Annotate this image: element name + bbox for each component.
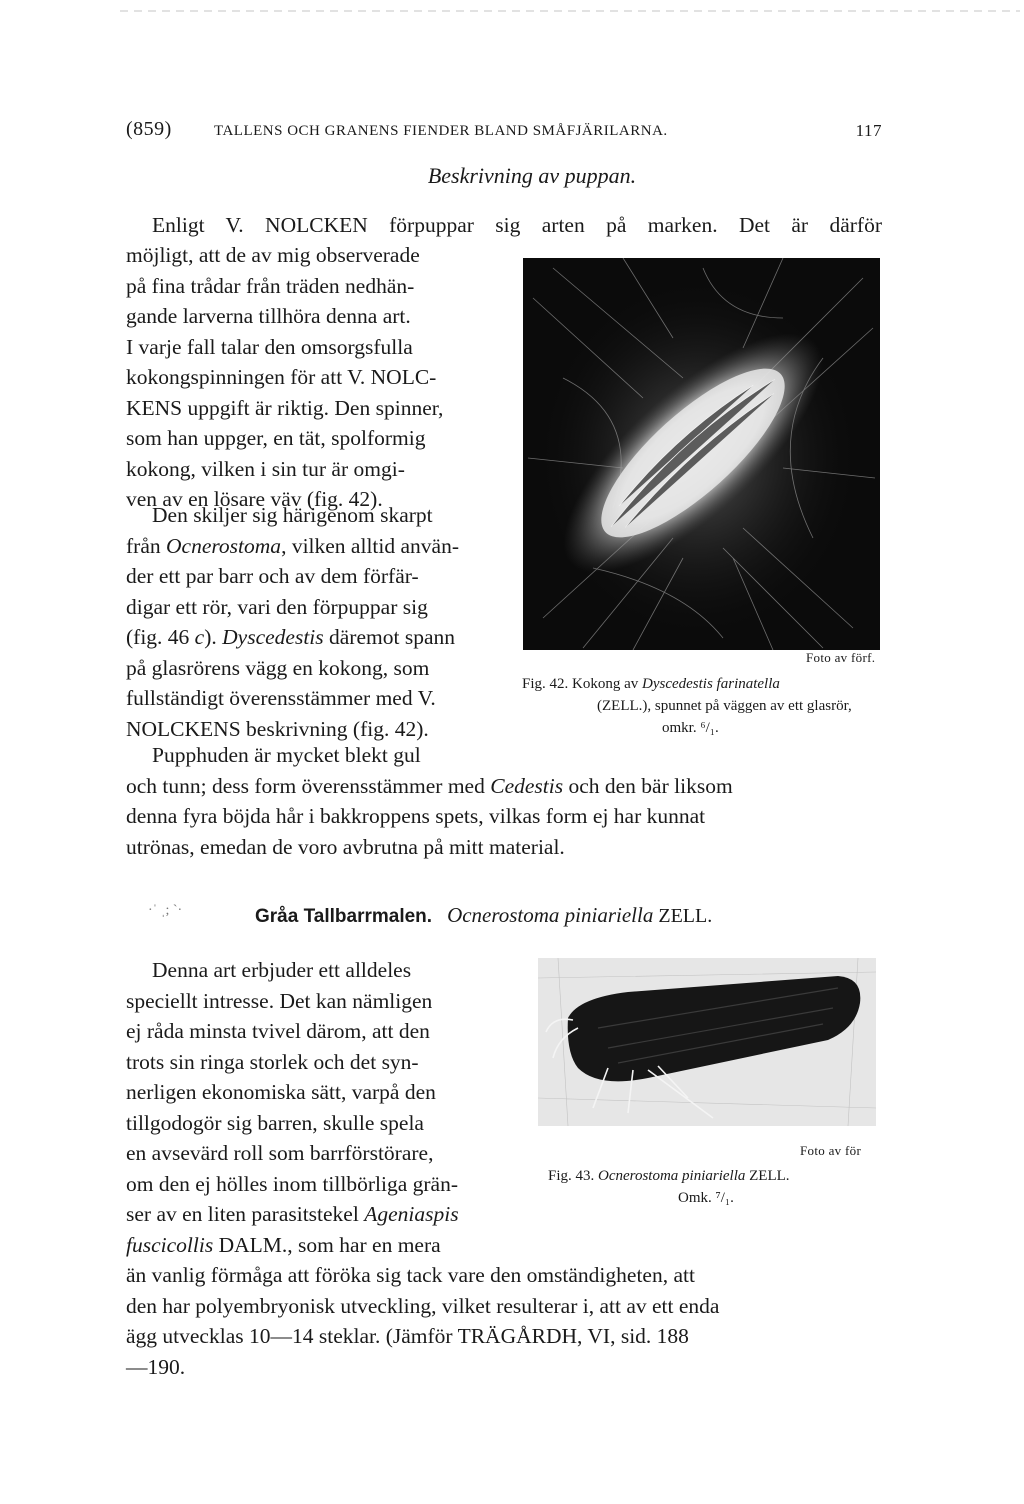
text-line: på glasrörens vägg en kokong, som bbox=[126, 655, 430, 680]
text-line: ser av en liten parasitstekel Ageniaspis bbox=[126, 1202, 459, 1226]
caption-line: Omk. ⁷/₁. bbox=[678, 1190, 734, 1206]
cocoon-illustration bbox=[523, 258, 880, 650]
text-line: (fig. 46 c). Dyscedestis däremot spann bbox=[126, 625, 455, 649]
text-line: Pupphuden är mycket blekt gul bbox=[152, 743, 421, 767]
caption-line: Fig. 43. Ocnerostoma piniariella ZELL. bbox=[548, 1168, 790, 1184]
text-line: fullständigt överensstämmer med V. bbox=[126, 686, 436, 710]
text-line: kokongspinningen för att V. NOLC- bbox=[126, 365, 437, 389]
text-line: speciellt intresse. Det kan nämligen bbox=[126, 988, 433, 1013]
caption-line: Fig. 42. Kokong av Dyscedestis farinatella bbox=[522, 676, 780, 692]
text-line: ven av en lösare väv (fig. 42). bbox=[126, 487, 383, 511]
photo-credit: Foto av förf. bbox=[806, 650, 876, 665]
text-line: —190. bbox=[126, 1354, 186, 1379]
text-line: en avsevärd roll som barrförstörare, bbox=[126, 1141, 434, 1165]
text-line: fuscicollis DALM., som har en mera bbox=[126, 1232, 441, 1257]
text-line: denna fyra böjda hår i bakkroppens spets, vilkas form ej har kunnat bbox=[126, 804, 706, 828]
text-line: kokong, vilken i sin tur är omgi- bbox=[126, 456, 405, 481]
page-number-left: (859) bbox=[126, 118, 172, 140]
text-line: der ett par barr och av dem förfär- bbox=[126, 564, 419, 588]
paragraph-4-continued bbox=[126, 1260, 886, 1382]
species-author: ZELL. bbox=[658, 905, 713, 927]
scan-artifact-line bbox=[120, 10, 1020, 12]
caption-line: omkr. ⁶/₁. bbox=[662, 720, 719, 736]
text-line: gande larverna tillhöra denna art. bbox=[126, 304, 411, 328]
paragraph-1-first-line bbox=[152, 210, 882, 241]
text-line: den har polyembryonisk utveckling, vilket resulterar i, att av ett enda bbox=[126, 1293, 720, 1318]
moth-photograph bbox=[538, 958, 876, 1126]
text-line: NOLCKENS beskrivning (fig. 42). bbox=[126, 716, 429, 741]
text-line: Denna art erbjuder ett alldeles bbox=[152, 958, 412, 982]
text-line: ägg utvecklas 10—14 steklar. (Jämför TRÄGÅRDH, VI, sid. 188 bbox=[126, 1324, 689, 1348]
running-title: TALLENS OCH GRANENS FIENDER BLAND SMÅFJÄRILARNA. bbox=[214, 123, 668, 139]
text-line: Enligt V. NOLCKEN förpuppar sig arten på marken. Det är därför bbox=[152, 213, 882, 237]
paragraph-4 bbox=[126, 955, 526, 1260]
photo-credit: Foto av för bbox=[800, 1143, 862, 1158]
text-line: Den skiljer sig härigenom skarpt bbox=[152, 503, 433, 527]
species-heading bbox=[255, 903, 712, 928]
text-line: nerligen ekonomiska sätt, varpå den bbox=[126, 1080, 436, 1104]
page-number-right: 117 bbox=[855, 121, 882, 140]
text-line: än vanlig förmåga att föröka sig tack vare den omständigheten, att bbox=[126, 1263, 695, 1287]
text-line: KENS uppgift är riktig. Den spinner, bbox=[126, 395, 444, 420]
text-line: om den ej hölles inom tillbörliga grän- bbox=[126, 1171, 458, 1196]
page-header bbox=[126, 118, 882, 148]
text-line: tillgodogör sig barren, skulle spela bbox=[126, 1110, 424, 1135]
text-line: I varje fall talar den omsorgsfulla bbox=[126, 334, 413, 359]
caption-line: (ZELL.), spunnet på väggen av ett glasrör, bbox=[597, 698, 852, 714]
text-line: trots sin ringa storlek och det syn- bbox=[126, 1049, 419, 1074]
text-line: möjligt, att de av mig observerade bbox=[126, 243, 420, 267]
text-line: och tunn; dess form överensstämmer med Cedestis och den bär liksom bbox=[126, 773, 733, 798]
section-subheading: Beskrivning av puppan. bbox=[427, 163, 637, 188]
species-latin-name: Ocnerostoma piniariella bbox=[447, 903, 654, 927]
text-line: ej råda minsta tvivel därom, att den bbox=[126, 1019, 430, 1043]
figure-43-caption bbox=[548, 1165, 888, 1209]
species-common-name: Gråa Tallbarrmalen. bbox=[255, 906, 433, 927]
text-line: utrönas, emedan de voro avbrutna på mitt material. bbox=[126, 834, 565, 859]
text-line: som han uppger, en tät, spolformig bbox=[126, 426, 426, 450]
moth-illustration bbox=[538, 958, 876, 1126]
paragraph-2 bbox=[126, 500, 506, 744]
print-artifact: ·ˈ ˌ; ˋ· bbox=[148, 903, 183, 918]
paragraph-3 bbox=[126, 740, 896, 862]
text-line: från Ocnerostoma, vilken alltid använ- bbox=[126, 533, 459, 558]
figure-42-caption bbox=[522, 673, 892, 739]
text-line: digar ett rör, vari den förpuppar sig bbox=[126, 594, 428, 619]
cocoon-photograph bbox=[523, 258, 880, 650]
text-line: på fina trådar från träden nedhän- bbox=[126, 273, 415, 298]
paragraph-1 bbox=[126, 240, 504, 515]
